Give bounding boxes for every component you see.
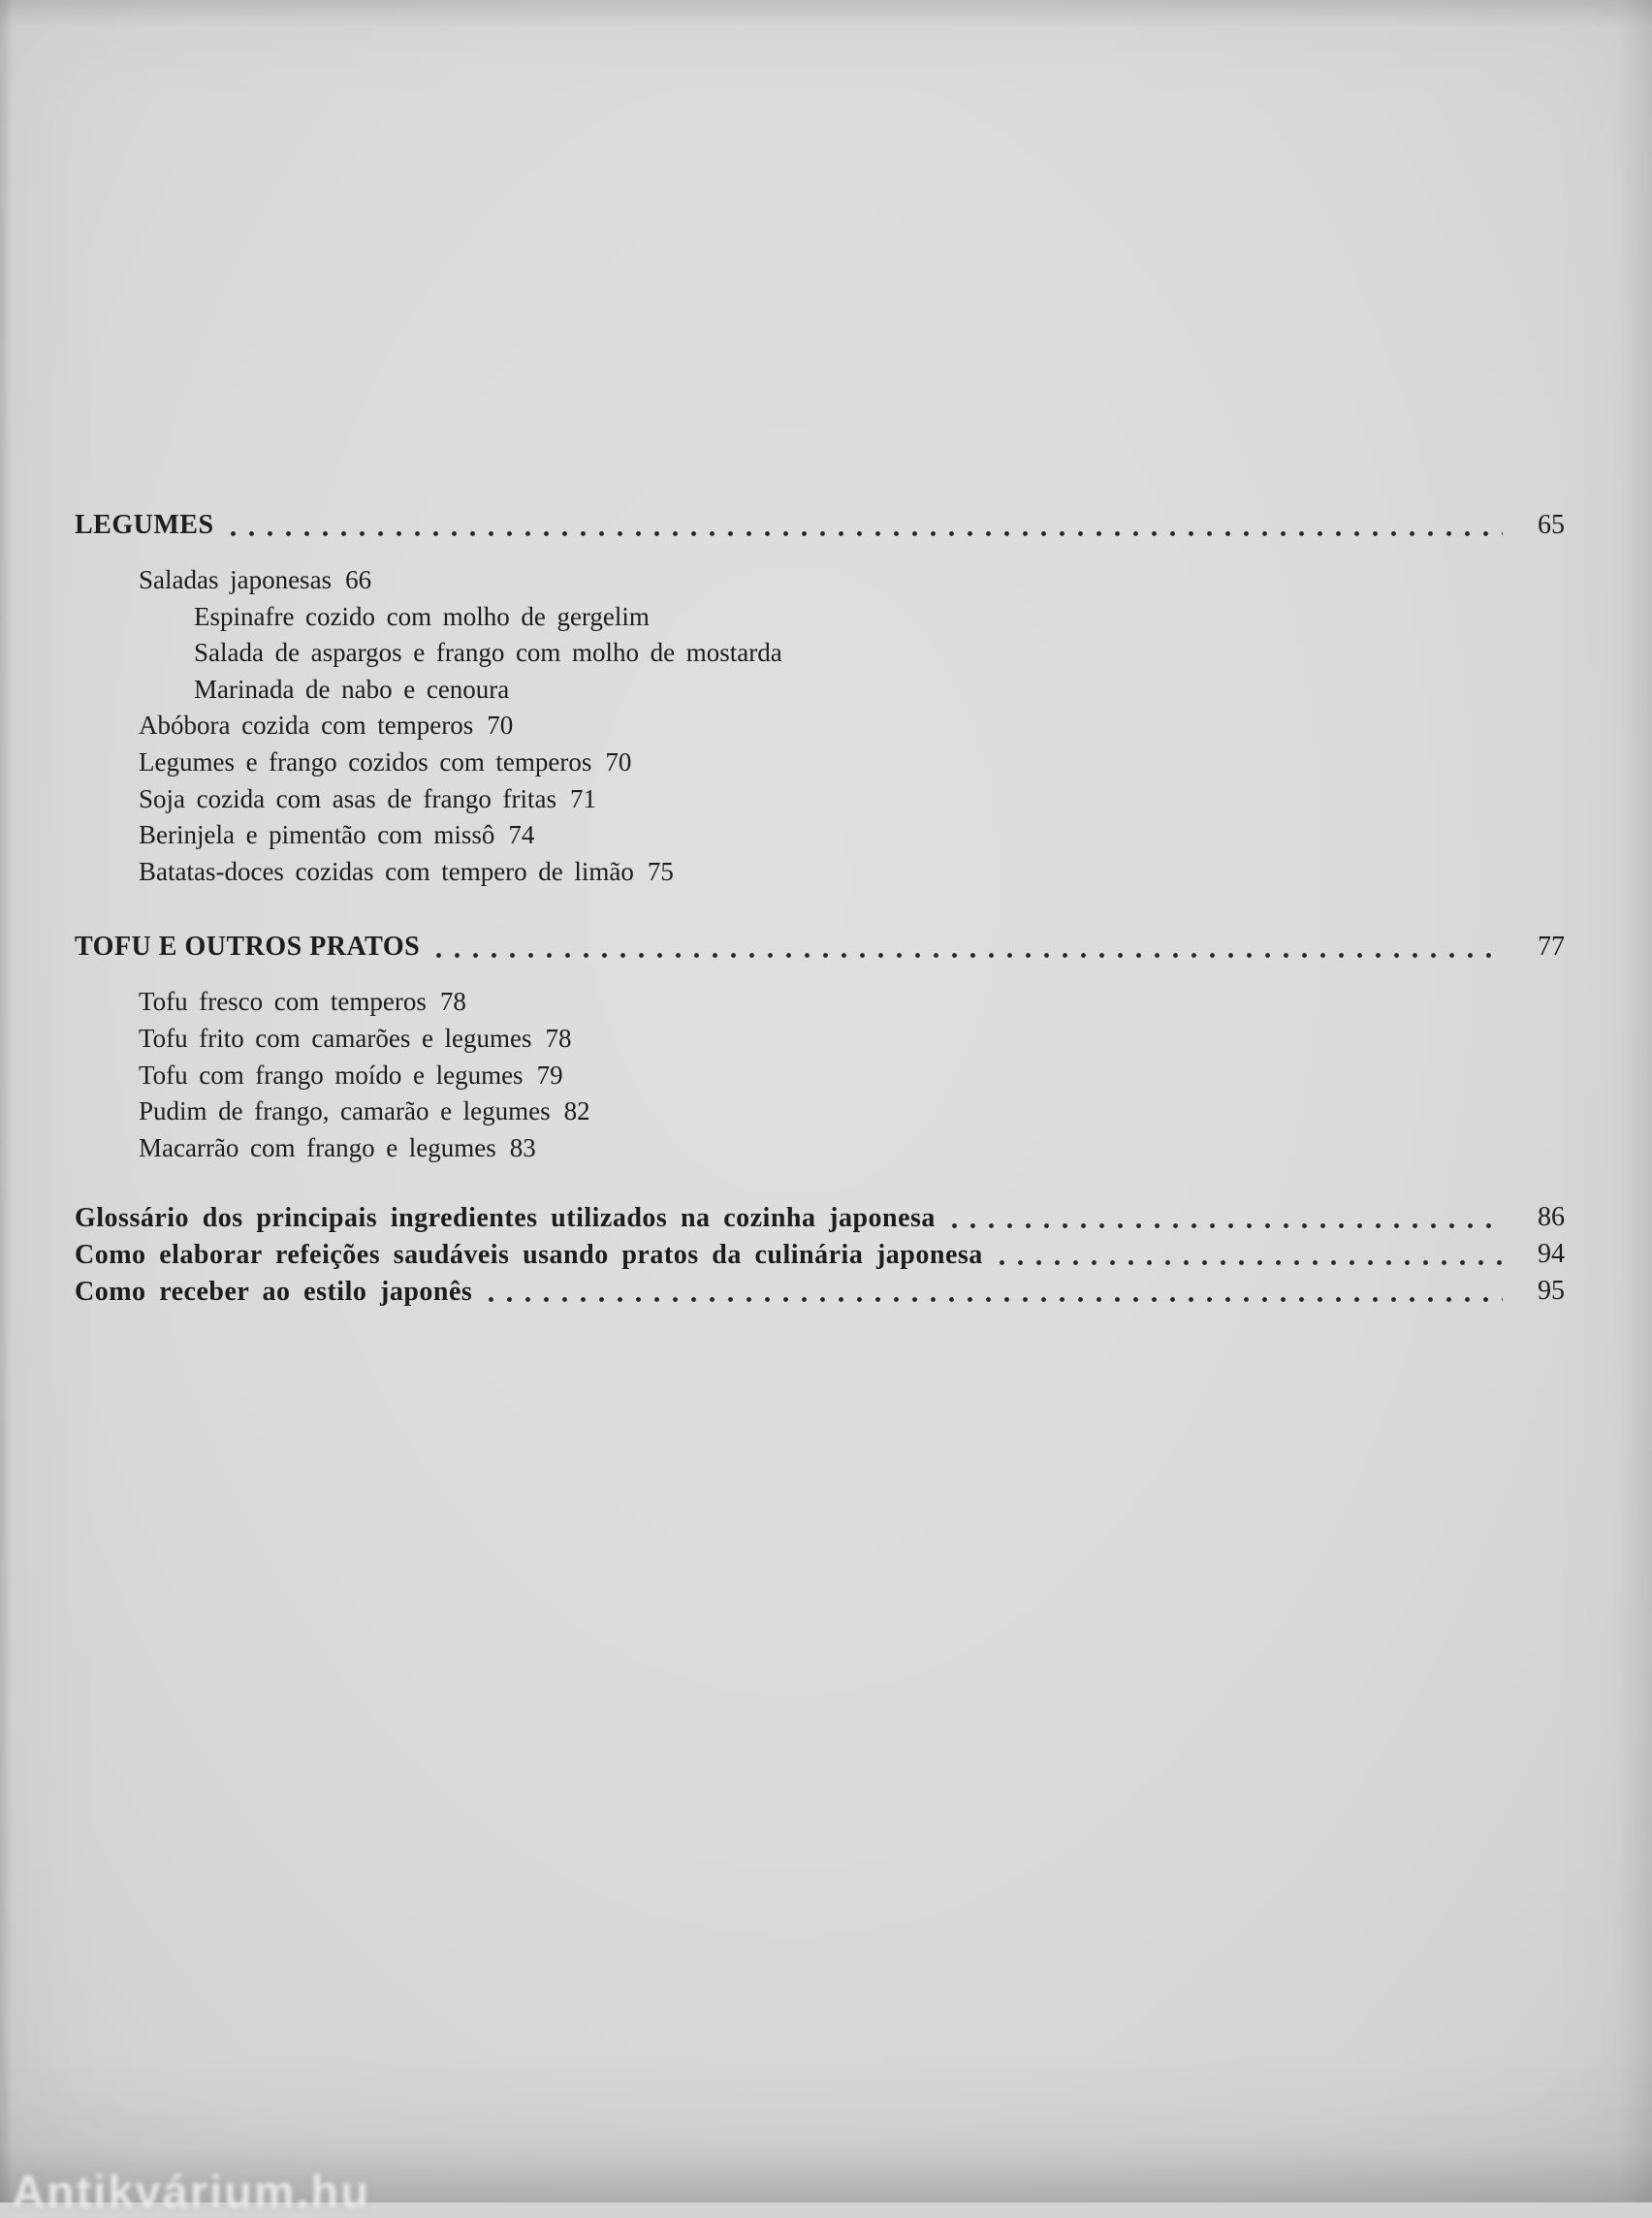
toc-section xyxy=(75,929,1565,1166)
toc-section-heading xyxy=(75,507,1565,544)
toc-item-page: 66 xyxy=(345,565,372,594)
toc-item-label: Salada de aspargos e frango com molho de mostarda xyxy=(194,638,782,668)
toc-entry xyxy=(75,1273,1565,1310)
toc-entry-title: Glossário dos principais ingredientes utilizados na cozinha japonesa xyxy=(75,1203,936,1234)
toc-item-page: 70 xyxy=(605,746,632,776)
dot-leader xyxy=(230,530,1503,537)
toc-item-label: Legumes e frango cozidos com temperos xyxy=(139,746,592,776)
toc-item xyxy=(194,599,1565,636)
toc-entry-title: Como elaborar refeições saudáveis usando pratos da culinária japonesa xyxy=(75,1240,983,1271)
toc-page-number: 65 xyxy=(1538,510,1565,540)
toc-item-label: Marinada de nabo e cenoura xyxy=(194,674,510,704)
dot-leader xyxy=(999,1259,1503,1266)
toc-item-page: 74 xyxy=(508,820,535,850)
toc-entry xyxy=(75,1236,1565,1273)
toc-item xyxy=(139,984,1565,1021)
toc-item-page: 78 xyxy=(439,987,466,1017)
toc-item xyxy=(139,708,1565,745)
toc-item xyxy=(139,1130,1565,1167)
toc-item-page: 71 xyxy=(570,783,597,813)
toc-item-label: Abóbora cozida com temperos xyxy=(139,711,474,741)
toc-item xyxy=(139,1021,1565,1058)
toc-item-page: 79 xyxy=(536,1060,563,1090)
toc-bottom-entries xyxy=(75,1199,1565,1310)
toc-item-label: Berinjela e pimentão com missô xyxy=(139,820,495,850)
toc-section-items xyxy=(75,984,1565,1166)
toc-item-page: 75 xyxy=(647,856,674,886)
dot-leader xyxy=(435,952,1503,959)
toc-item-page: 70 xyxy=(487,711,514,741)
toc-section-title: TOFU E OUTROS PRATOS xyxy=(75,932,421,963)
toc-page-number: 95 xyxy=(1538,1276,1565,1307)
toc-item-label: Soja cozida com asas de frango fritas xyxy=(139,783,557,813)
toc-item xyxy=(139,781,1565,818)
toc-item-label: Tofu fresco com temperos xyxy=(139,987,427,1017)
toc-item xyxy=(194,672,1565,709)
toc-item-label: Espinafre cozido com molho de gergelim xyxy=(194,601,650,631)
toc-page-number: 94 xyxy=(1538,1239,1565,1270)
toc-item-page: 78 xyxy=(545,1023,572,1053)
toc-item xyxy=(139,817,1565,854)
dot-leader xyxy=(951,1222,1503,1229)
table-of-contents xyxy=(75,507,1565,1310)
toc-item-label: Tofu com frango moído e legumes xyxy=(139,1060,524,1090)
toc-item-label: Saladas japonesas xyxy=(139,565,333,594)
toc-item-label: Pudim de frango, camarão e legumes xyxy=(139,1096,551,1126)
toc-entry-title: Como receber ao estilo japonês xyxy=(75,1277,473,1308)
toc-sections xyxy=(75,507,1565,1166)
toc-item xyxy=(139,1058,1565,1094)
toc-item xyxy=(139,1093,1565,1130)
toc-page-number: 77 xyxy=(1538,932,1565,963)
toc-page-number: 86 xyxy=(1538,1202,1565,1233)
toc-section-items xyxy=(75,562,1565,890)
toc-item-label: Macarrão com frango e legumes xyxy=(139,1132,496,1162)
toc-item-label: Batatas-doces cozidas com tempero de limão xyxy=(139,856,634,886)
antikvarium-watermark: Antikvárium.hu xyxy=(12,2166,371,2217)
toc-item xyxy=(139,854,1565,891)
toc-item xyxy=(194,635,1565,672)
dot-leader xyxy=(488,1296,1503,1303)
toc-item-page: 83 xyxy=(509,1132,536,1162)
toc-item xyxy=(139,745,1565,781)
toc-section-title: LEGUMES xyxy=(75,510,214,540)
toc-section-heading xyxy=(75,929,1565,966)
toc-entry xyxy=(75,1199,1565,1236)
toc-item xyxy=(139,562,1565,599)
toc-section xyxy=(75,507,1565,890)
toc-item-page: 82 xyxy=(563,1096,590,1126)
toc-item-label: Tofu frito com camarões e legumes xyxy=(139,1023,532,1053)
